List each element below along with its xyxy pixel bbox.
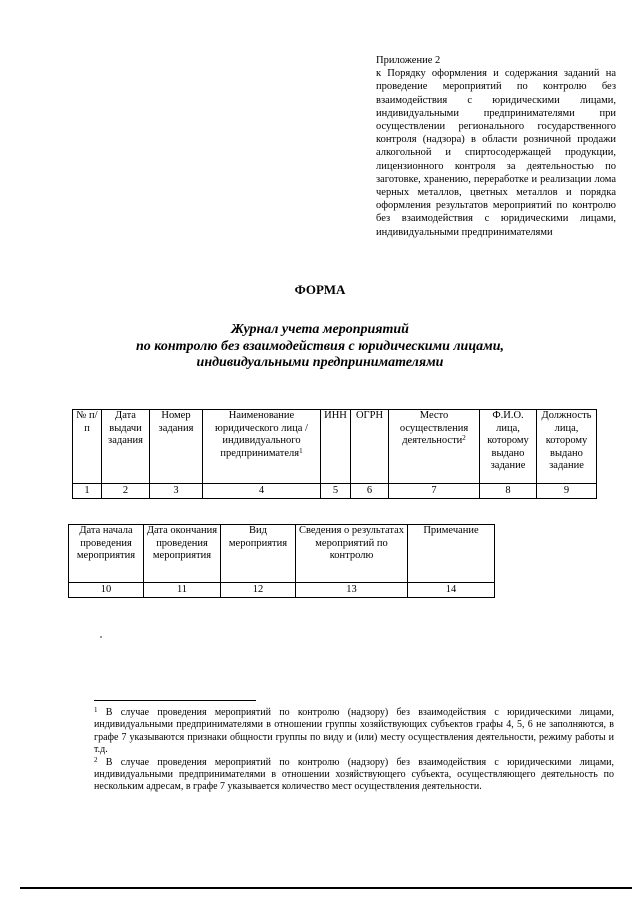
- col-number-4: 4: [203, 484, 321, 499]
- header-col-5: ИНН: [321, 410, 351, 484]
- header-col-11: Дата окончания проведения мероприятия: [144, 525, 221, 583]
- col-number-8: 8: [480, 484, 537, 499]
- col-number-13: 13: [296, 583, 408, 598]
- form-label: ФОРМА: [294, 282, 346, 297]
- col-number-7: 7: [389, 484, 480, 499]
- footnote-1: [94, 707, 614, 757]
- header-col-3: Номер задания: [150, 410, 203, 484]
- col-number-11: 11: [144, 583, 221, 598]
- header-col-10: Дата начала проведения мероприятия: [69, 525, 144, 583]
- journal-table-part2: [68, 524, 495, 598]
- col-number-1: 1: [73, 484, 102, 499]
- header-col-6: ОГРН: [351, 410, 389, 484]
- col-number-14: 14: [408, 583, 495, 598]
- journal-title: [100, 322, 540, 372]
- header-col-4-text: Наименование юридического лица / индивидуального предпринимателя: [215, 410, 308, 459]
- title-line-1: Журнал учета мероприятий: [231, 322, 409, 337]
- header-col-7-text: Место осуществления деятельности: [399, 410, 469, 447]
- header-col-9: Должность лица, которому выдано задание: [537, 410, 597, 484]
- footnote-2: [94, 757, 614, 794]
- appendix-block: [376, 54, 616, 239]
- footnotes: [94, 707, 614, 794]
- footnote-2-text: В случае проведения мероприятий по контролю (надзору) без взаимодействия с юридическими лицами, индивидуальными предпринимателями в отношении хозяйствующего субъекта, осуществляющего деятельность по нескольким адресам, в графе 7 указывается количество мест осуществления деятельности.: [94, 756, 614, 793]
- title-line-2: по контролю без взаимодействия с юридическими лицами,: [135, 338, 504, 354]
- footnote-2-mark: 2: [94, 755, 98, 764]
- scan-speck: [100, 636, 102, 638]
- header-col-14: Примечание: [408, 525, 495, 583]
- col-number-2: 2: [102, 484, 150, 499]
- title-line-3: индивидуальными предпринимателями: [196, 355, 444, 370]
- appendix-label: Приложение 2: [376, 55, 441, 66]
- footnote-ref-2: 2: [462, 434, 466, 443]
- col-number-5: 5: [321, 484, 351, 499]
- header-col-13: Сведения о результатах мероприятий по контролю: [296, 525, 408, 583]
- col-number-12: 12: [221, 583, 296, 598]
- footnote-1-text: В случае проведения мероприятий по контролю (надзору) без взаимодействия с юридическими лицами, индивидуальными предпринимателями в отношении группы хозяйствующих субъектов графы 4, 5, 6 не заполняются, в графе 7 указываются признаки общности группы по виду и (или) месту осуществления деятельности, режиму работы и т.д.: [94, 707, 614, 756]
- journal-table-part1: [72, 409, 597, 499]
- header-col-7: [389, 410, 480, 484]
- col-number-6: 6: [351, 484, 389, 499]
- appendix-text: к Порядку оформления и содержания заданий на проведение мероприятий по контролю без взаимодействия с юридическими лицами, индивидуальными предпринимателями при осуществлении регионального государственного контроля (надзора) в области розничной продажи алкогольной и спиртосодержащей продукции, лицензионного контроля за деятельностью по заготовке, хранению, переработке и реализации лома черных металлов, цветных металлов и порядка оформления результатов мероприятий по контролю без взаимодействия с юридическими лицами, индивидуальными предпринимателями: [376, 68, 616, 238]
- header-col-4: [203, 410, 321, 484]
- col-number-3: 3: [150, 484, 203, 499]
- col-number-10: 10: [69, 583, 144, 598]
- page-bottom-border: [20, 887, 632, 889]
- header-col-2: Дата выдачи задания: [102, 410, 150, 484]
- footnote-1-mark: 1: [94, 706, 98, 714]
- footnote-separator: [94, 700, 256, 701]
- header-col-8: Ф.И.О. лица, которому выдано задание: [480, 410, 537, 484]
- footnote-ref-1: 1: [299, 446, 303, 455]
- col-number-9: 9: [537, 484, 597, 499]
- header-col-12: Вид мероприятия: [221, 525, 296, 583]
- header-col-1: № п/п: [73, 410, 102, 484]
